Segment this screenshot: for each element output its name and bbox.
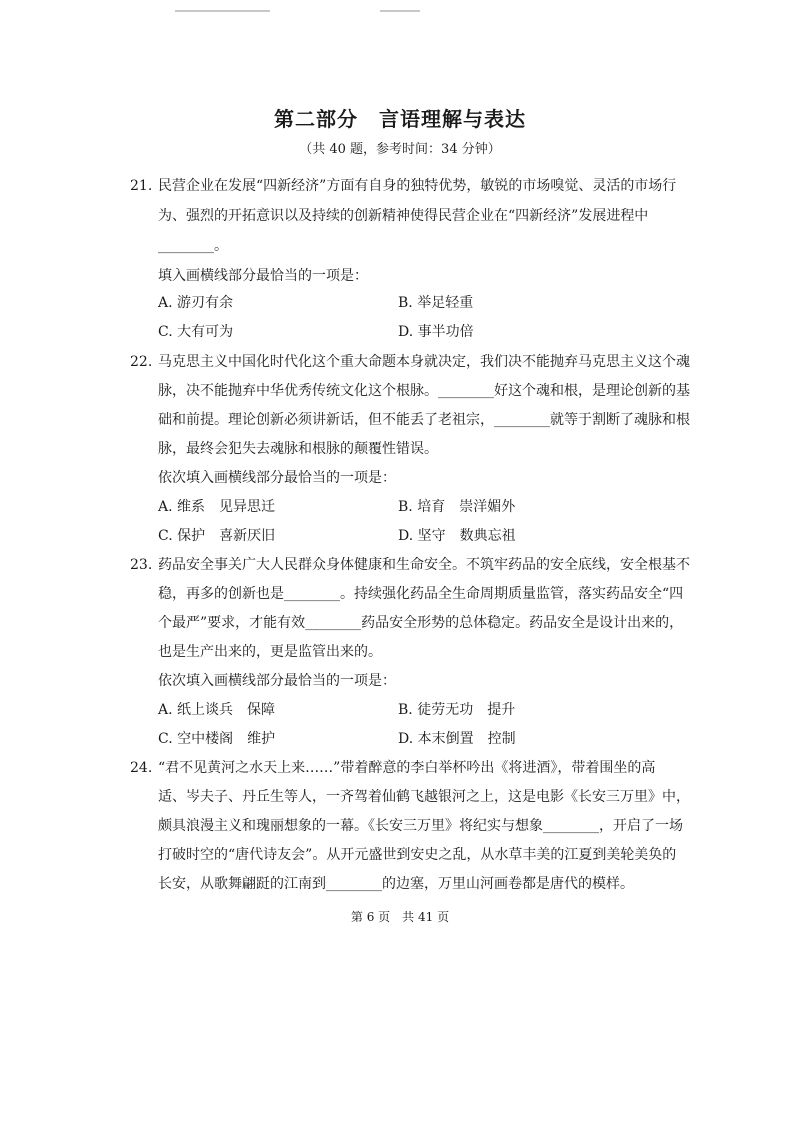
question-text-line: 脉，决不能抛弃中华优秀传统文化这个根脉。________好这个魂和根，是理论创新的基 xyxy=(158,383,690,399)
option-b[interactable]: B. 徒劳无功 提升 xyxy=(398,702,516,718)
scan-mark xyxy=(175,10,270,12)
question-text-line: 长安，从歌舞翩跹的江南到________的边塞，万里山河画卷都是唐代的模样。 xyxy=(158,876,634,892)
option-b[interactable]: B. 培育 崇洋媚外 xyxy=(398,499,516,515)
question-instruction: 依次填入画横线部分最恰当的一项是： xyxy=(158,673,396,689)
option-c[interactable]: C. 保护 喜新厌旧 xyxy=(158,528,276,544)
question-text-line: 础和前提。理论创新必须讲新话，但不能丢了老祖宗，________就等于割断了魂脉和根 xyxy=(158,412,690,428)
option-d[interactable]: D. 坚守 数典忘祖 xyxy=(398,528,516,544)
scan-mark xyxy=(380,10,420,12)
question-text-line: 适、岑夫子、丹丘生等人，一齐驾着仙鹤飞越银河之上，这是电影《长安三万里》中， xyxy=(158,789,690,805)
question-instruction: 填入画横线部分最恰当的一项是： xyxy=(158,268,368,284)
question-text-line: 也是生产出来的，更是监管出来的。 xyxy=(158,644,382,660)
question-text-line: 打破时空的“唐代诗友会”。从开元盛世到安史之乱，从水草丰美的江夏到美轮美奂的 xyxy=(158,847,677,863)
question-text-line: 民营企业在发展“四新经济”方面有自身的独特优势，敏锐的市场嗅觉、灵活的市场行 xyxy=(158,178,677,194)
question-text-line: 脉，最终会犯失去魂脉和根脉的颠覆性错误。 xyxy=(158,441,438,457)
option-a[interactable]: A. 游刃有余 xyxy=(158,295,234,311)
option-a[interactable]: A. 维系 见异思迁 xyxy=(158,499,276,515)
question-number: 24. xyxy=(130,760,153,776)
question-text-line: 个最严”要求，才能有效________药品安全形势的总体稳定。药品安全是设计出来的， xyxy=(158,615,684,631)
question-text-line: 稳，再多的创新也是________。持续强化药品全生命周期质量监管，落实药品安全“四 xyxy=(158,586,684,602)
option-b[interactable]: B. 举足轻重 xyxy=(398,295,474,311)
question-text-line: ________。 xyxy=(158,238,228,254)
question-number: 23. xyxy=(130,557,153,573)
question-number: 22. xyxy=(130,354,153,370)
question-text-line: 马克思主义中国化时代化这个重大命题本身就决定，我们决不能抛弃马克思主义这个魂 xyxy=(158,354,690,370)
question-text-line: 药品安全事关广大人民群众身体健康和生命安全。不筑牢药品的安全底线，安全根基不 xyxy=(158,557,690,573)
question-instruction: 依次填入画横线部分最恰当的一项是： xyxy=(158,470,396,486)
option-d[interactable]: D. 事半功倍 xyxy=(398,324,474,340)
option-c[interactable]: C. 大有可为 xyxy=(158,324,234,340)
question-text-line: “君不见黄河之水天上来……”带着醉意的李白举杯吟出《将进酒》，带着围坐的高 xyxy=(158,760,656,776)
page-title: 第二部分 言语理解与表达 xyxy=(274,107,526,131)
question-text-line: 为、强烈的开拓意识以及持续的创新精神使得民营企业在“四新经济”发展进程中 xyxy=(158,208,649,224)
option-a[interactable]: A. 纸上谈兵 保障 xyxy=(158,702,276,718)
question-number: 21. xyxy=(130,178,153,194)
option-c[interactable]: C. 空中楼阁 维护 xyxy=(158,731,276,747)
page-footer: 第 6 页 共 41 页 xyxy=(350,910,450,924)
option-d[interactable]: D. 本末倒置 控制 xyxy=(398,731,516,747)
question-text-line: 颇具浪漫主义和瑰丽想象的一幕。《长安三万里》将纪实与想象________，开启了一场 xyxy=(158,818,683,834)
page-subtitle: （共 40 题，参考时间：34 分钟） xyxy=(299,142,501,157)
